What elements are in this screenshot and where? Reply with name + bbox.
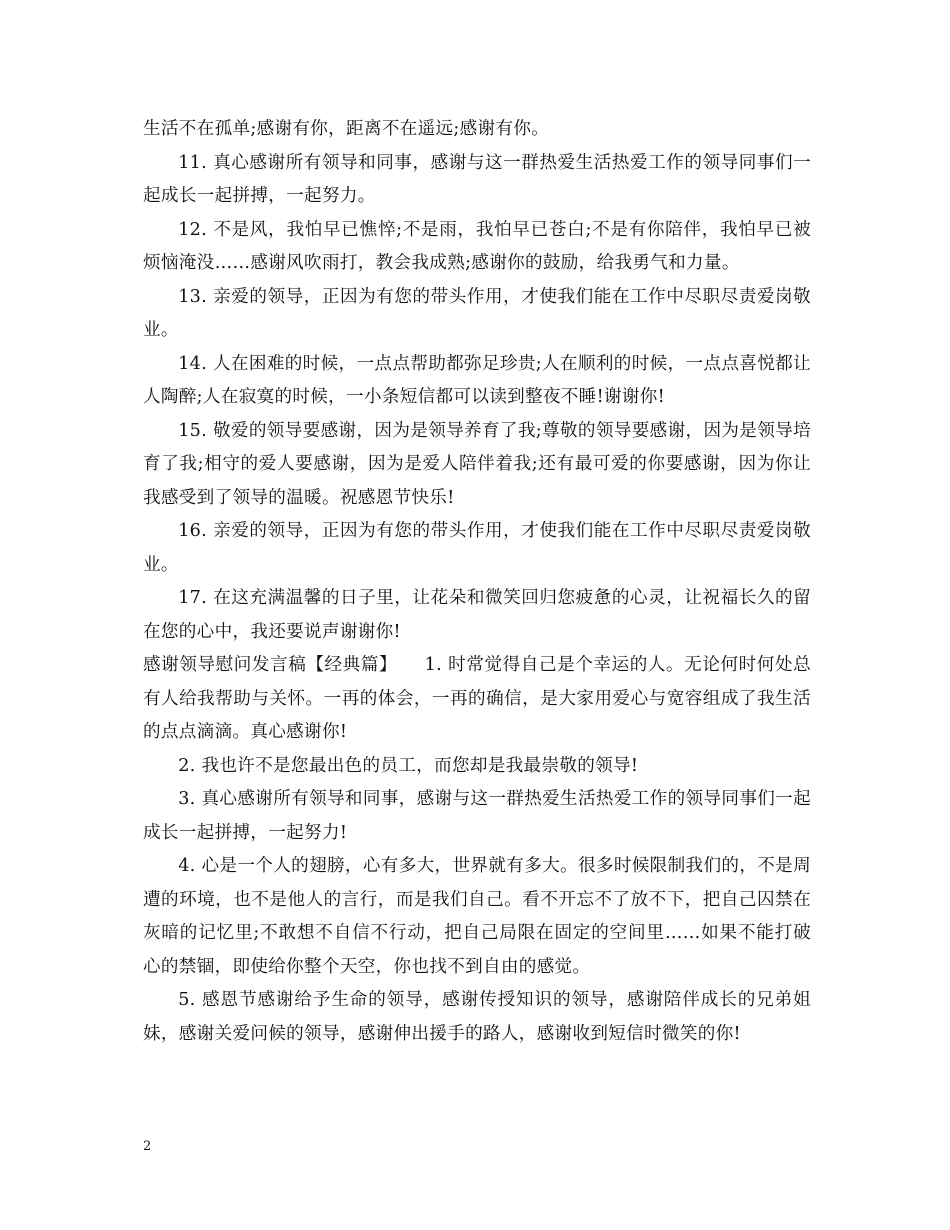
paragraph-item-4: 4. 心是一个人的翅膀，心有多大，世界就有多大。很多时候限制我们的，不是周遭的环境，也不是他人的言行，而是我们自己。看不开忘不了放不下，把自己囚禁在灰暗的记忆里;不敢想不自信不行动，把自己局限在固定的空间里……如果不能打破心的禁锢，即使给你整个天空，你也找不到自由的感觉。	[143, 856, 811, 977]
paragraph-item-2: 2. 我也许不是您最出色的员工，而您却是我最崇敬的领导!	[178, 755, 639, 776]
paragraph-item-15: 15. 敬爱的领导要感谢，因为是领导养育了我;尊敬的领导要感谢，因为是领导培育了我;相守的爱人要感谢，因为是爱人陪伴着我;还有最可爱的你要感谢，因为你让我感受到了领导的温暖。祝感恩节快乐!	[143, 420, 811, 508]
paragraph-item-3: 3. 真心感谢所有领导和同事，感谢与这一群热爱生活热爱工作的领导同事们一起成长一起拼搏，一起努力!	[143, 789, 811, 843]
section-heading-paragraph: 感谢领导慰问发言稿【经典篇】 1. 时常觉得自己是个幸运的人。无论何时何处总有人给我帮助与关怀。一再的体会，一再的确信，是大家用爱心与宽容组成了我生活的点点滴滴。真心感谢你!	[143, 655, 811, 742]
paragraph-item-13: 13. 亲爱的领导，正因为有您的带头作用，才使我们能在工作中尽职尽责爱岗敬业。	[143, 286, 811, 340]
body-text	[143, 113, 811, 1051]
paragraph-item-14: 14. 人在困难的时候，一点点帮助都弥足珍贵;人在顺利的时候，一点点喜悦都让人陶醉;人在寂寞的时候，一小条短信都可以读到整夜不睡!谢谢你!	[143, 353, 811, 407]
paragraph-item-17: 17. 在这充满温馨的日子里，让花朵和微笑回归您疲惫的心灵，让祝福长久的留在您的心中，我还要说声谢谢你!	[143, 588, 811, 642]
paragraph-continuation: 生活不在孤单;感谢有你，距离不在遥远;感谢有你。	[143, 119, 550, 139]
paragraph-item-12: 12. 不是风，我怕早已憔悴;不是雨，我怕早已苍白;不是有你陪伴，我怕早已被烦恼淹没……感谢风吹雨打，教会我成熟;感谢你的鼓励，给我勇气和力量。	[143, 219, 811, 273]
page-number: 2	[143, 1139, 152, 1154]
paragraph-item-5: 5. 感恩节感谢给予生命的领导，感谢传授知识的领导，感谢陪伴成长的兄弟姐妹，感谢关爱问候的领导，感谢伸出援手的路人，感谢收到短信时微笑的你!	[143, 990, 811, 1044]
paragraph-item-16: 16. 亲爱的领导，正因为有您的带头作用，才使我们能在工作中尽职尽责爱岗敬业。	[143, 521, 811, 575]
paragraph-item-11: 11. 真心感谢所有领导和同事，感谢与这一群热爱生活热爱工作的领导同事们一起成长一起拼搏，一起努力。	[143, 152, 811, 206]
